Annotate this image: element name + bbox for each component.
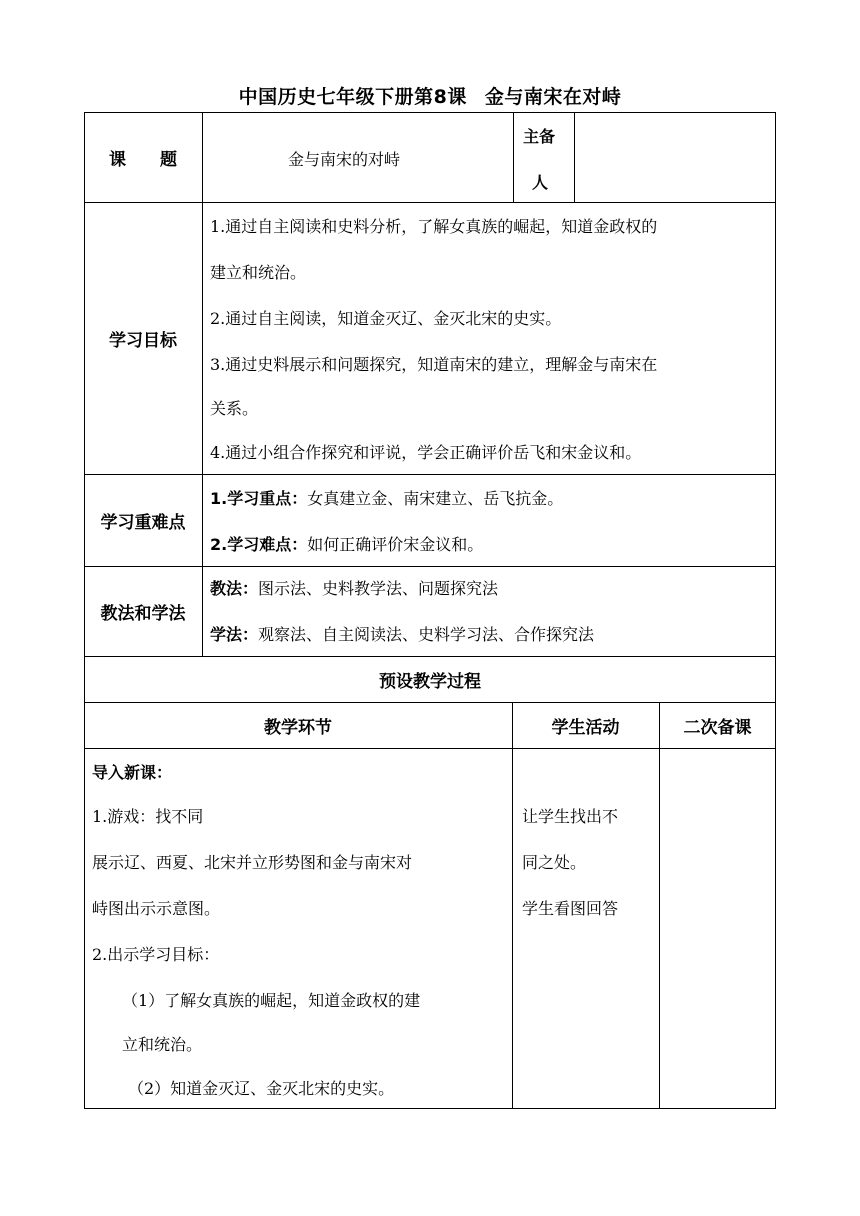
objectives-label-cell (84, 202, 202, 474)
learning-method-text: 观察法、自主阅读法、史料学习法、合作探究法 (258, 625, 595, 644)
process-heading-cell (84, 656, 776, 702)
key-point-line (210, 486, 563, 509)
topic-value: 金与南宋的对峙 (288, 150, 401, 169)
teaching-method-text: 图示法、史料教学法、问题探究法 (258, 579, 499, 598)
key-points-label: 学习重难点 (100, 512, 186, 533)
title-topic: 金与南宋在对峙 (484, 86, 622, 108)
student-activity-line: 同之处。 (522, 853, 587, 872)
key-point-label: 1.学习重点： (210, 489, 308, 508)
objective-line: 2.通过自主阅读，知道金灭辽、金灭北宋的史实。 (210, 309, 562, 328)
intro-line: 1.游戏：找不同 (92, 807, 204, 826)
col-second-label: 二次备课 (683, 717, 752, 738)
student-activity-line: 让学生找出不 (522, 807, 619, 826)
col-student-label: 学生活动 (551, 717, 620, 738)
topic-label-cell (84, 112, 202, 202)
teaching-method-label: 教法： (210, 579, 259, 598)
col-teaching-label: 教学环节 (264, 717, 332, 738)
difficulty-label: 2.学习难点： (210, 535, 308, 554)
student-activity-line: 学生看图回答 (522, 899, 619, 918)
objective-line: 3.通过史料展示和问题探究，知道南宋的建立，理解金与南宋在 (210, 355, 658, 374)
objective-line: 建立和统治。 (210, 263, 307, 282)
title-lesson: 中国历史七年级下册第8课 (238, 86, 467, 108)
objective-line: 1.通过自主阅读和史料分析，了解女真族的崛起，知道金政权的 (210, 217, 658, 236)
methods-label-cell (84, 566, 202, 656)
difficulty-line (210, 532, 483, 555)
intro-line: （1）了解女真族的崛起，知道金政权的建 (122, 991, 421, 1010)
teaching-method-line (210, 576, 498, 599)
objectives-label: 学习目标 (109, 330, 177, 351)
process-heading: 预设教学过程 (379, 671, 481, 692)
intro-heading: 导入新课： (92, 763, 173, 782)
intro-line: 展示辽、西夏、北宋并立形势图和金与南宋对 (92, 853, 413, 872)
intro-line: 2.出示学习目标： (92, 945, 220, 964)
col-header-teaching (84, 702, 512, 748)
col-header-student (512, 702, 659, 748)
intro-line: 立和统治。 (122, 1035, 203, 1054)
objective-line: 关系。 (210, 399, 259, 418)
objective-line: 4.通过小组合作探究和评说，学会正确评价岳飞和宋金议和。 (210, 443, 642, 462)
learning-method-line (210, 622, 594, 645)
intro-line: （2）知道金灭辽、金灭北宋的史实。 (128, 1079, 395, 1098)
topic-label: 课 题 (109, 149, 177, 170)
key-point-text: 女真建立金、南宋建立、岳飞抗金。 (307, 489, 564, 508)
methods-label: 教法和学法 (100, 603, 186, 624)
key-points-label-cell (84, 474, 202, 566)
author-label-line1: 主备 (523, 127, 556, 146)
difficulty-text: 如何正确评价宋金议和。 (307, 535, 484, 554)
col-header-second (659, 702, 776, 748)
intro-line: 峙图出示示意图。 (92, 899, 221, 918)
learning-method-label: 学法： (210, 625, 259, 644)
author-label-line2: 人 (532, 173, 549, 192)
document-title (0, 82, 860, 109)
